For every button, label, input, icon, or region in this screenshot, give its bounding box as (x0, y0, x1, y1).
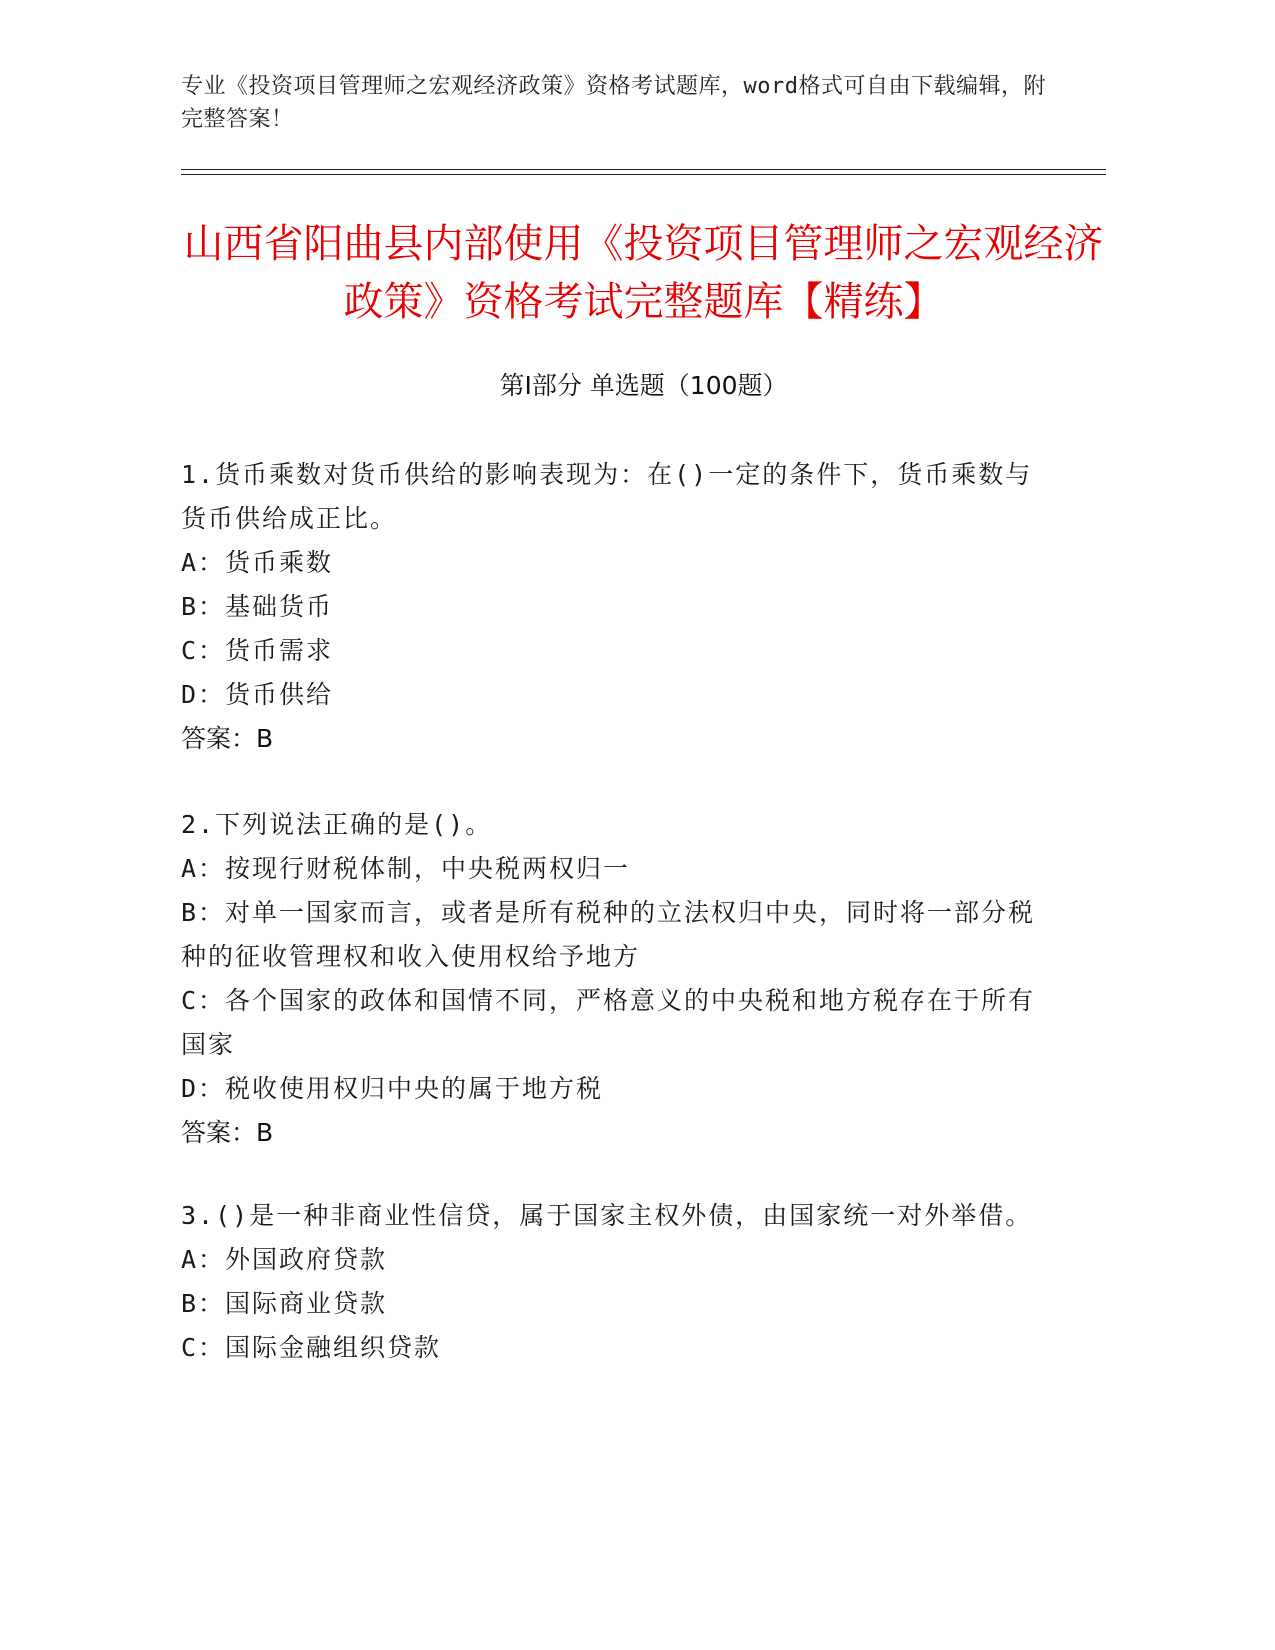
header-divider-top (181, 169, 1106, 170)
question-stem: 3.()是一种非商业性信贷，属于国家主权外债，由国家统一对外举借。 (181, 1201, 1033, 1230)
question-1 (181, 453, 1041, 761)
option-c: C：货币需求 (181, 636, 334, 665)
question-2 (181, 803, 1041, 1155)
option-a: A：外国政府贷款 (181, 1245, 388, 1274)
option-c: C：各个国家的政体和国情不同，严格意义的中央税和地方税存在于所有国家 (181, 986, 1036, 1059)
question-stem: 2.下列说法正确的是()。 (181, 810, 493, 839)
header-note: 专业《投资项目管理师之宏观经济政策》资格考试题库，word格式可自由下载编辑，附完整答案！ (181, 74, 1046, 132)
question-stem: 1.货币乘数对货币供给的影响表现为：在()一定的条件下，货币乘数与货币供给成正比。 (181, 460, 1033, 533)
option-b: B：对单一国家而言，或者是所有税种的立法权归中央，同时将一部分税种的征收管理权和收入使用权给予地方 (181, 898, 1036, 971)
option-b: B：基础货币 (181, 592, 334, 621)
option-d: D：货币供给 (181, 680, 334, 709)
question-3 (181, 1194, 1041, 1370)
answer: 答案：B (181, 724, 274, 753)
section-heading: 第Ⅰ部分 单选题（100题） (499, 371, 788, 400)
option-a: A：按现行财税体制，中央税两权归一 (181, 854, 631, 883)
option-d: D：税收使用权归中央的属于地方税 (181, 1074, 604, 1103)
document-title: 山西省阳曲县内部使用《投资项目管理师之宏观经济政策》资格考试完整题库【精练】 (183, 221, 1104, 325)
option-b: B：国际商业贷款 (181, 1289, 388, 1318)
option-a: A：货币乘数 (181, 548, 334, 577)
option-c: C：国际金融组织贷款 (181, 1333, 442, 1362)
header-divider-bottom (181, 174, 1106, 175)
answer: 答案：B (181, 1118, 274, 1147)
